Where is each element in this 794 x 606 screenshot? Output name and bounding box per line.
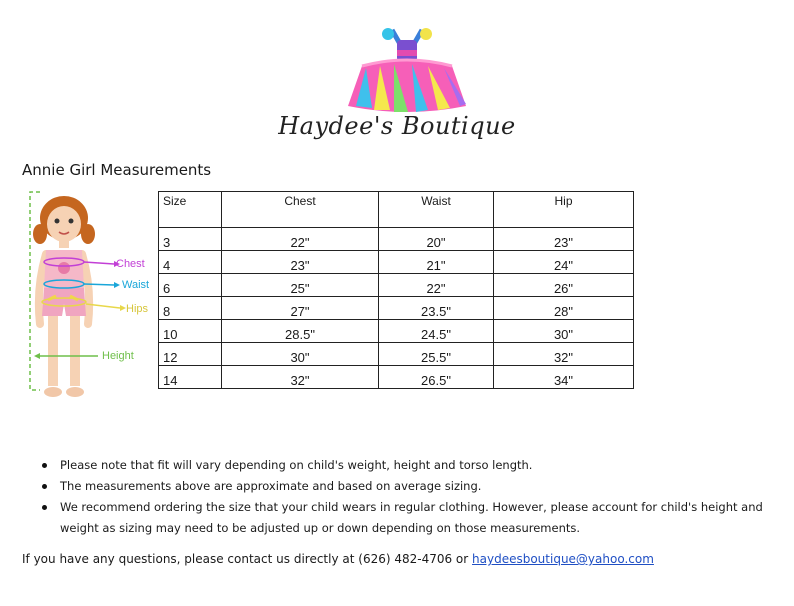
header-hip: Hip: [494, 192, 634, 228]
cell-size: 6: [159, 274, 222, 297]
table-row: [159, 366, 634, 389]
table-row: [159, 320, 634, 343]
size-chart-table: [158, 191, 634, 389]
cell-size: 10: [159, 320, 222, 343]
cell-chest: 22": [222, 228, 379, 251]
cell-chest: 30": [222, 343, 379, 366]
measurement-figure: [26, 188, 156, 414]
cell-waist: 21": [379, 251, 494, 274]
cell-hip: 24": [494, 251, 634, 274]
hips-label: Hips: [126, 303, 149, 315]
cell-waist: 20": [379, 228, 494, 251]
cell-size: 4: [159, 251, 222, 274]
cell-chest: 32": [222, 366, 379, 389]
tutu-dress-logo: [342, 26, 472, 114]
contact-text: If you have any questions, please contact us directly at (626) 482-4706 or: [22, 552, 473, 566]
contact-email-link[interactable]: haydeesboutique@yahoo.com: [472, 552, 654, 566]
height-label: Height: [102, 350, 134, 362]
cell-waist: 26.5": [379, 366, 494, 389]
cell-waist: 24.5": [379, 320, 494, 343]
header-chest: Chest: [222, 192, 379, 228]
list-item: The measurements above are approximate and based on average sizing.: [36, 476, 776, 497]
cell-chest: 25": [222, 274, 379, 297]
cell-chest: 27": [222, 297, 379, 320]
list-item: Please note that fit will vary depending on child's weight, height and torso length.: [36, 455, 776, 476]
contact-line: [22, 552, 654, 566]
table-header-row: [159, 192, 634, 228]
cell-hip: 23": [494, 228, 634, 251]
table-row: [159, 343, 634, 366]
table-row: [159, 274, 634, 297]
cell-hip: 28": [494, 297, 634, 320]
fit-notes-list: [36, 455, 776, 539]
table-row: [159, 251, 634, 274]
cell-size: 12: [159, 343, 222, 366]
header-waist: Waist: [379, 192, 494, 228]
table-row: [159, 228, 634, 251]
cell-hip: 34": [494, 366, 634, 389]
cell-hip: 32": [494, 343, 634, 366]
cell-chest: 23": [222, 251, 379, 274]
cell-hip: 30": [494, 320, 634, 343]
document-title: Annie Girl Measurements: [22, 161, 212, 179]
header-size: Size: [159, 192, 222, 228]
cell-size: 3: [159, 228, 222, 251]
cell-chest: 28.5": [222, 320, 379, 343]
child-illustration: [26, 188, 156, 414]
table-row: [159, 297, 634, 320]
list-item: We recommend ordering the size that your child wears in regular clothing. However, please account for child's height and weight as sizing may need to be adjusted up or down depending on those measurements.: [36, 497, 776, 539]
cell-waist: 22": [379, 274, 494, 297]
cell-waist: 25.5": [379, 343, 494, 366]
brand-name: Haydee's Boutique: [278, 112, 516, 140]
cell-hip: 26": [494, 274, 634, 297]
cell-size: 8: [159, 297, 222, 320]
cell-waist: 23.5": [379, 297, 494, 320]
chest-label: Chest: [116, 258, 145, 270]
waist-label: Waist: [122, 279, 150, 291]
cell-size: 14: [159, 366, 222, 389]
